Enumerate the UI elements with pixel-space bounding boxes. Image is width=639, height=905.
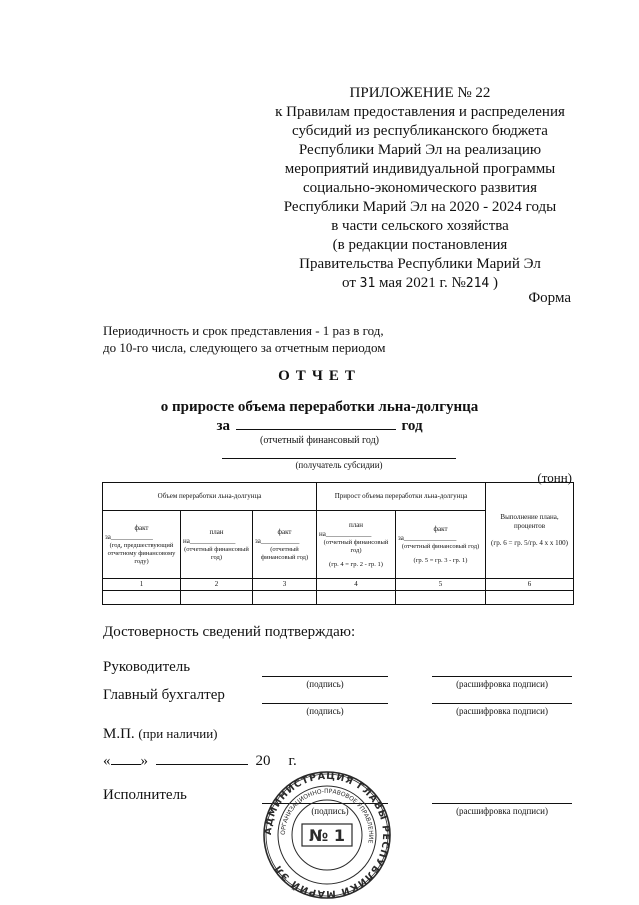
date-day-blank [111,752,141,765]
stamp-inner-text: ОРГАНИЗАЦИОННО-ПРАВОВОЕ УПРАВЛЕНИЕ [279,787,375,844]
date-month-blank [156,752,248,765]
resolution-day: 31 [359,276,376,291]
accountant-label: Главный бухгалтер [103,687,225,703]
executor-decode-caption: (расшифровка подписи) [456,806,548,816]
col6-header: Выполнение плана, процентов (гр. 6 = гр. 5/гр. 4 х х 100) [486,483,574,579]
mp-line: М.П. (при наличии) [103,726,218,742]
table-cell [103,591,181,605]
header-line: Республики Марий Эл на 2020 - 2024 годы [283,199,557,215]
fin-year-caption: (отчетный финансовый год) [259,435,379,446]
col4-header: план на_____________ (отчетный финансовый год) (гр. 4 = гр. 2 - гр. 1) [317,511,396,579]
accountant-decode-caption: (расшифровка подписи) [456,706,548,716]
head-decode-caption: (расшифровка подписи) [456,679,548,689]
official-stamp [262,770,392,900]
form-label: Форма [528,290,571,306]
col-number: 2 [181,579,253,591]
report-title: ОТЧЕТ [278,368,361,384]
units-label: (тонн) [537,470,572,485]
header-line: в части сельского хозяйства [331,218,509,234]
col3-header: факт за___________ (отчетный финансовый год) [253,511,317,579]
accountant-signature-line [262,703,388,704]
table-cell [253,591,317,605]
header-line: субсидий из республиканского бюджета [292,123,548,139]
resolution-date-line: от 31 мая 2021 г. №214 ) [342,275,498,291]
period-blank [236,415,396,430]
header-line: к Правилам предоставления и распределения [275,104,565,120]
header-line: социально-экономического развития [302,180,538,196]
report-subtitle: о приросте объема переработки льна-долгунца [160,399,479,415]
table-cell [181,591,253,605]
head-decode-line [432,676,572,677]
head-label: Руководитель [103,659,191,675]
recipient-caption: (получатель субсидии) [295,460,383,470]
header-line: Республики Марий Эл на реализацию [298,142,542,158]
executor-label: Исполнитель [103,787,187,803]
date-line: « » 20 г. [103,753,297,769]
head-signature-line [262,676,388,677]
table-cell [486,591,574,605]
resolution-number: 214 [465,276,490,291]
col1-header: факт за____________ (год, предшествующий отчетному финансовому году) [103,511,181,579]
document-header [250,84,590,293]
col-number: 1 [103,579,181,591]
group-header-volume: Объем переработки льна-долгунца [103,483,317,511]
appendix-title: ПРИЛОЖЕНИЕ № 22 [349,85,491,101]
group-header-growth: Прирост объема переработки льна-долгунца [317,483,486,511]
report-period-line: за год [0,415,639,435]
recipient-line [222,458,456,459]
report-table [102,482,574,605]
col-number: 3 [253,579,317,591]
head-signature-caption: (подпись) [306,679,344,689]
stamp-ring-text: АДМИНИСТРАЦИЯ ГЛАВЫ РЕСПУБЛИКИ МАРИЙ ЭЛ [262,770,392,900]
col-number: 6 [486,579,574,591]
table-cell [396,591,486,605]
executor-signature-caption: (подпись) [300,806,360,816]
header-line: (в редакции постановления [332,237,508,253]
accountant-signature-caption: (подпись) [306,706,344,716]
header-line: мероприятий индивидуальной программы [284,161,556,177]
col5-header: факт за_______________ (отчетный финансовый год) (гр. 5 = гр. 3 - гр. 1) [396,511,486,579]
confirm-text: Достоверность сведений подтверждаю: [103,624,356,640]
header-line: Правительства Республики Марий Эл [299,256,541,272]
executor-decode-line [432,803,572,804]
col2-header: план на_____________ (отчетный финансовый год) [181,511,253,579]
stamp-number: № 1 [309,826,345,845]
col-number: 4 [317,579,396,591]
periodicity-note: Периодичность и срок представления - 1 раз в год, до 10-го числа, следующего за отчетным периодом [103,323,386,355]
table-cell [317,591,396,605]
accountant-decode-line [432,703,572,704]
col-number: 5 [396,579,486,591]
